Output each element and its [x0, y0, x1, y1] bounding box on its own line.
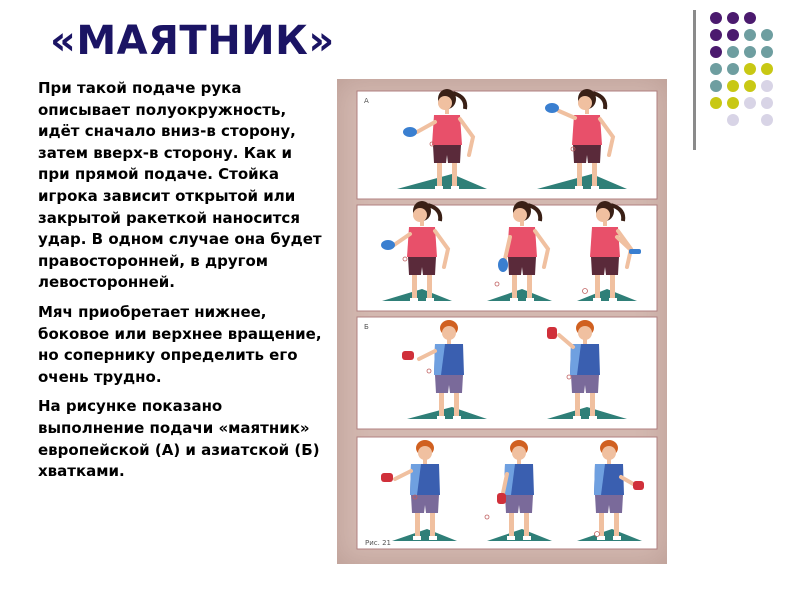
- panel-b-label: Б: [364, 323, 369, 331]
- panel-b-row-2: [357, 437, 657, 549]
- decor-dot: [744, 97, 756, 109]
- decor-dot: [710, 46, 722, 58]
- panel-a-row-1: [357, 79, 657, 199]
- panel-b-row-1: [357, 317, 657, 429]
- decor-dot: [710, 29, 722, 41]
- decor-dot: [744, 63, 756, 75]
- decor-dot: [761, 114, 773, 126]
- decor-dot: [727, 114, 739, 126]
- panel-a-label: А: [364, 97, 369, 105]
- decor-dot: [744, 80, 756, 92]
- paragraph-figure-reference: На рисунке показано выполнение подачи «маятник» европейской (А) и азиатской (Б) хватками.: [38, 397, 320, 481]
- decor-dot: [761, 46, 773, 58]
- decor-dot: [761, 29, 773, 41]
- decor-dot: [710, 97, 722, 109]
- panel-a-row-2: [357, 201, 657, 311]
- serve-illustration-photo: [337, 79, 667, 564]
- decor-dot: [727, 63, 739, 75]
- decor-dot: [761, 80, 773, 92]
- decor-dot: [727, 97, 739, 109]
- figure-caption: Рис. 21: [365, 539, 391, 547]
- decor-dot: [727, 12, 739, 24]
- paragraph-technique: При такой подаче рука описывает полуокружность, идёт сначало вниз-в сторону, затем вверх-в сторону. Как и при прямой подаче. Стойка игрока зависит открытой или закрытой ракеткой наносится удар. В одном случае она будет правосторонней, в другом левосторонней.: [38, 79, 322, 292]
- decor-dot: [761, 63, 773, 75]
- slide-body-text: [38, 78, 328, 491]
- decor-dot: [761, 97, 773, 109]
- decor-dot: [727, 29, 739, 41]
- decorative-vertical-line: [693, 10, 696, 150]
- decor-dot: [710, 80, 722, 92]
- decor-dot: [744, 12, 756, 24]
- serve-illustration-drawing: [337, 79, 667, 564]
- decor-dot: [744, 29, 756, 41]
- decor-dot: [710, 63, 722, 75]
- decor-dot: [710, 12, 722, 24]
- decor-dot: [727, 80, 739, 92]
- slide-title: «МАЯТНИК»: [50, 18, 335, 64]
- decor-dot: [727, 46, 739, 58]
- paragraph-spin: Мяч приобретает нижнее, боковое или верхнее вращение, но сопернику определить его очень трудно.: [38, 302, 322, 386]
- decor-dot: [744, 46, 756, 58]
